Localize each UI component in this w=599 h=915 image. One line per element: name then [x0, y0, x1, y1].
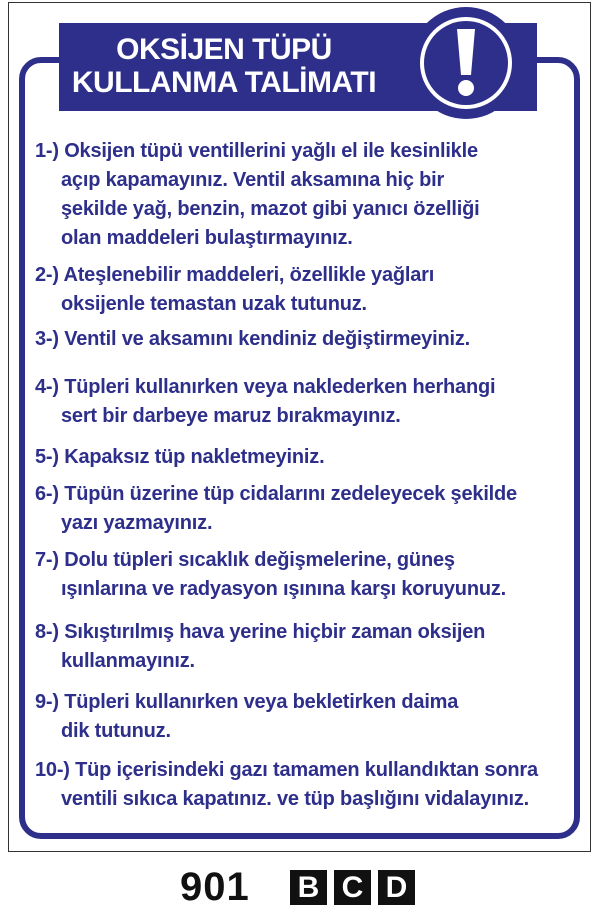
- instruction-line: olan maddeleri bulaştırmayınız.: [61, 227, 353, 249]
- instruction-line: 9-) Tüpleri kullanırken veya bekletirken daima: [35, 691, 459, 713]
- variant-box-d: D: [378, 870, 415, 905]
- instruction-item: [35, 480, 517, 538]
- instruction-item: [35, 261, 434, 319]
- instruction-item: [35, 373, 495, 431]
- variant-box-b: B: [290, 870, 327, 905]
- instruction-line: sert bir darbeye maruz bırakmayınız.: [61, 405, 401, 427]
- instruction-line: şekilde yağ, benzin, mazot gibi yanıcı özelliği: [61, 198, 480, 220]
- instruction-line: 5-) Kapaksız tüp nakletmeyiniz.: [35, 446, 325, 468]
- instruction-line: 3-) Ventil ve aksamını kendiniz değiştirmeyiniz.: [35, 328, 470, 350]
- instruction-line: açıp kapamayınız. Ventil aksamına hiç bir: [61, 169, 445, 191]
- instruction-item: [35, 137, 479, 253]
- sign-panel: [8, 2, 591, 852]
- instruction-item: [35, 618, 485, 676]
- sign-title: [59, 33, 389, 99]
- instruction-line: dik tutunuz.: [61, 720, 171, 742]
- instruction-line: oksijenle temastan uzak tutunuz.: [61, 293, 367, 315]
- instruction-line: 8-) Sıkıştırılmış hava yerine hiçbir zaman oksijen: [35, 621, 486, 643]
- product-footer: [0, 858, 599, 915]
- instruction-line: ventili sıkıca kapatınız. ve tüp başlığını vidalayınız.: [61, 788, 530, 810]
- title-line-1: OKSİJEN TÜPÜ: [116, 33, 332, 66]
- instruction-line: yazı yazmayınız.: [61, 512, 213, 534]
- instruction-item: [35, 688, 458, 746]
- instruction-line: 7-) Dolu tüpleri sıcaklık değişmelerine, güneş: [35, 549, 455, 571]
- variant-box-c: C: [334, 870, 371, 905]
- instruction-line: 1-) Oksijen tüpü ventillerini yağlı el ile kesinlikle: [35, 140, 478, 162]
- exclamation-circle-icon: [410, 7, 522, 119]
- instruction-item: [35, 325, 470, 354]
- title-line-2: KULLANMA TALİMATI: [71, 66, 377, 99]
- instruction-item: [35, 546, 506, 604]
- instruction-line: 2-) Ateşlenebilir maddeleri, özellikle yağları: [35, 264, 435, 286]
- instruction-item: [35, 443, 324, 472]
- instruction-line: kullanmayınız.: [61, 650, 195, 672]
- product-code: 901: [180, 865, 250, 909]
- instruction-line: 4-) Tüpleri kullanırken veya naklederken herhangi: [35, 376, 496, 398]
- instruction-line: 10-) Tüp içerisindeki gazı tamamen kullandıktan sonra: [35, 759, 538, 781]
- instruction-line: ışınlarına ve radyasyon ışınına karşı koruyunuz.: [61, 578, 507, 600]
- instruction-line: 6-) Tüpün üzerine tüp cidalarını zedeleyecek şekilde: [35, 483, 517, 505]
- instruction-item: [35, 756, 538, 814]
